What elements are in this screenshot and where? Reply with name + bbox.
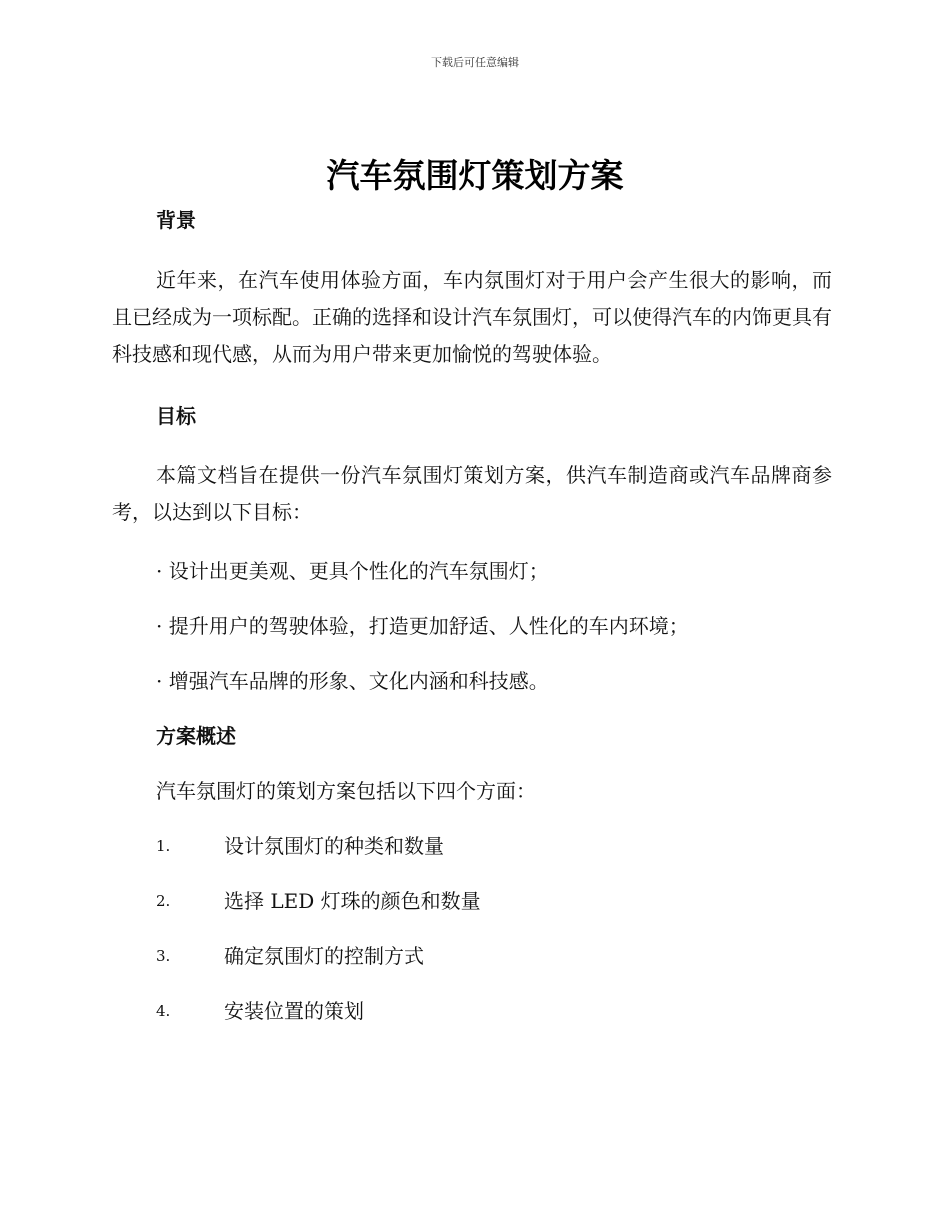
list-text: 确定氛围灯的控制方式 <box>224 944 424 968</box>
list-number: 2. <box>156 892 171 910</box>
section-heading-goal: 目标 <box>156 404 196 428</box>
document-title: 汽车氛围灯策划方案 <box>326 156 624 195</box>
goal-bullet: · 增强汽车品牌的形象、文化内涵和科技感。 <box>156 669 549 693</box>
overview-list-item <box>156 831 832 861</box>
goal-paragraph: 本篇文档旨在提供一份汽车氛围灯策划方案，供汽车制造商或汽车品牌商参考，以达到以下目标： <box>112 463 832 524</box>
list-text: 安装位置的策划 <box>224 999 364 1023</box>
list-number: 3. <box>156 947 171 965</box>
section-heading-overview: 方案概述 <box>156 724 236 748</box>
overview-list-item <box>156 941 832 971</box>
list-number: 4. <box>156 1002 171 1020</box>
overview-intro: 汽车氛围灯的策划方案包括以下四个方面： <box>156 779 536 803</box>
header-note: 下载后可任意编辑 <box>431 56 519 69</box>
goal-bullet: · 设计出更美观、更具个性化的汽车氛围灯； <box>156 559 549 583</box>
document-body <box>112 205 832 1026</box>
list-text: 选择 LED 灯珠的颜色和数量 <box>224 889 481 913</box>
goal-bullet: · 提升用户的驾驶体验，打造更加舒适、人性化的车内环境； <box>156 614 689 638</box>
overview-list-item <box>156 996 832 1026</box>
overview-list-item <box>156 886 832 916</box>
list-text: 设计氛围灯的种类和数量 <box>224 834 444 858</box>
list-number: 1. <box>156 837 171 855</box>
background-paragraph: 近年来，在汽车使用体验方面，车内氛围灯对于用户会产生很大的影响，而且已经成为一项标配。正确的选择和设计汽车氛围灯，可以使得汽车的内饰更具有科技感和现代感，从而为用户带来更加愉悦的驾驶体验。 <box>112 268 832 366</box>
section-heading-background: 背景 <box>156 208 196 232</box>
